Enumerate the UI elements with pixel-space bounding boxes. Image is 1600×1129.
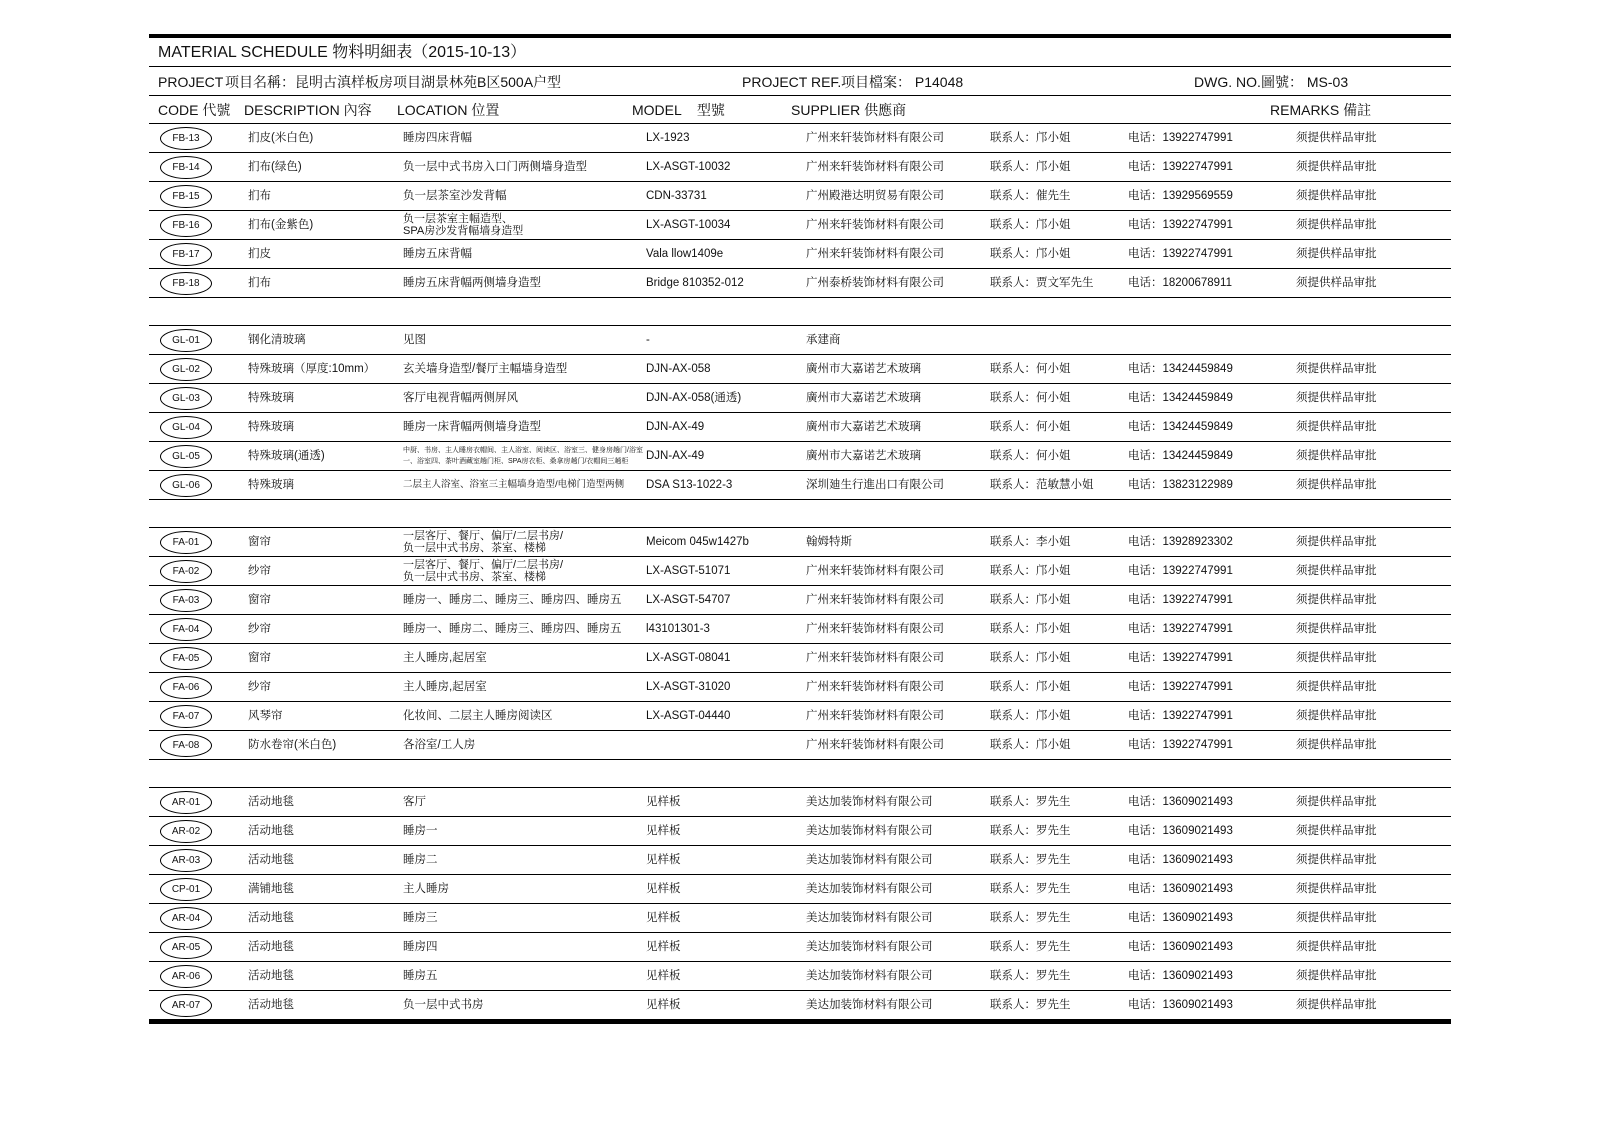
row-contact: 联系人：邝小姐 [990, 132, 1071, 144]
table-row [149, 556, 1451, 585]
table-row [149, 816, 1451, 845]
row-model: 见样板 [646, 796, 681, 808]
material-code-tag: AR-04 [160, 907, 212, 930]
table-row [149, 210, 1451, 239]
row-location: 负一层茶室主幅造型、 SPA房沙发背幅墙身造型 [403, 213, 524, 237]
row-description: 扪皮(米白色) [248, 132, 314, 144]
row-model: LX-ASGT-04440 [646, 710, 731, 722]
table-row [149, 730, 1451, 759]
row-contact: 联系人：邝小姐 [990, 739, 1071, 751]
row-location: 玄关墙身造型/餐厅主幅墙身造型 [403, 363, 568, 375]
row-model: DJN-AX-49 [646, 421, 705, 433]
row-model: DSA S13-1022-3 [646, 479, 733, 491]
table-row [149, 585, 1451, 614]
row-contact: 联系人：邝小姐 [990, 565, 1071, 577]
row-location: 二层主人浴室、浴室三主幅墙身造型/电梯门造型两侧 [403, 479, 625, 490]
row-supplier: 广州来轩装饰材料有限公司 [806, 681, 944, 693]
row-remarks: 须提供样品审批 [1296, 681, 1377, 693]
row-contact: 联系人：李小姐 [990, 536, 1071, 548]
row-remarks: 须提供样品审批 [1296, 652, 1377, 664]
group-spacer [149, 760, 1451, 787]
row-supplier: 承建商 [806, 334, 841, 346]
row-supplier: 廣州市大嘉诺艺术玻璃 [806, 392, 921, 404]
row-location: 主人睡房,起居室 [403, 681, 487, 693]
row-supplier: 广州来轩装饰材料有限公司 [806, 623, 944, 635]
row-supplier: 广州来轩装饰材料有限公司 [806, 652, 944, 664]
row-model: Bridge 810352-012 [646, 277, 744, 289]
row-telephone: 电话：13424459849 [1128, 421, 1233, 433]
table-row [149, 614, 1451, 643]
row-contact: 联系人：罗先生 [990, 854, 1071, 866]
bottom-rule [149, 1020, 1451, 1024]
row-contact: 联系人：邝小姐 [990, 594, 1071, 606]
row-location: 负一层中式书房入口门两侧墙身造型 [403, 161, 587, 173]
row-supplier: 广州来轩装饰材料有限公司 [806, 594, 944, 606]
row-model: Vala llow1409e [646, 248, 724, 260]
row-location: 见图 [403, 334, 426, 346]
row-telephone: 电话：13929569559 [1128, 190, 1233, 202]
row-remarks: 须提供样品审批 [1296, 854, 1377, 866]
row-model: LX-ASGT-10032 [646, 161, 731, 173]
row-remarks [1296, 326, 1436, 354]
row-description: 扪布(金紫色) [248, 219, 314, 231]
column-header-row [149, 96, 1451, 123]
row-contact: 联系人：罗先生 [990, 883, 1071, 895]
row-contact: 联系人：罗先生 [990, 796, 1071, 808]
row-contact: 联系人：邝小姐 [990, 248, 1071, 260]
material-code-tag: CP-01 [160, 878, 212, 901]
row-telephone: 电话：13922747991 [1128, 681, 1233, 693]
row-remarks: 须提供样品审批 [1296, 739, 1377, 751]
row-model: - [646, 334, 650, 346]
row-model: 见样板 [646, 941, 681, 953]
row-model: 见样板 [646, 999, 681, 1011]
row-model: 见样板 [646, 912, 681, 924]
row-description: 扪布 [248, 277, 271, 289]
row-remarks: 须提供样品审批 [1296, 623, 1377, 635]
table-row [149, 354, 1451, 383]
row-supplier: 深圳廸生行進出口有限公司 [806, 479, 944, 491]
project-name: 项目名稱：昆明古滇样板房项目湖景林苑B区500A户型 [225, 74, 562, 90]
row-description: 活动地毯 [248, 854, 294, 866]
material-code-tag: GL-05 [160, 445, 212, 468]
row-description: 活动地毯 [248, 999, 294, 1011]
row-description: 活动地毯 [248, 912, 294, 924]
material-code-tag: FB-16 [160, 214, 212, 237]
table-row [149, 152, 1451, 181]
row-location: 睡房一、睡房二、睡房三、睡房四、睡房五 [403, 623, 622, 635]
row-contact: 联系人：邝小姐 [990, 652, 1071, 664]
row-model: DJN-AX-058 [646, 363, 711, 375]
row-location: 负一层茶室沙发背幅 [403, 190, 507, 202]
row-telephone: 电话：13609021493 [1128, 825, 1233, 837]
table-row [149, 412, 1451, 441]
row-contact: 联系人：何小姐 [990, 450, 1071, 462]
row-remarks: 须提供样品审批 [1296, 796, 1377, 808]
project-ref-label: PROJECT REF. [742, 74, 842, 90]
row-supplier: 广州来轩装饰材料有限公司 [806, 132, 944, 144]
row-location: 中厨、书房、主人睡房衣帽间、主人浴室、阅读区、浴室三、健身房趟门/浴室一、浴室四、茶叶酒藏室趟门柜、SPA房衣柜、桑拿房趟门/衣帽间三趟柜 [403, 447, 643, 465]
material-code-tag: AR-02 [160, 820, 212, 843]
row-contact: 联系人：邝小姐 [990, 710, 1071, 722]
row-model: Meicom 045w1427b [646, 536, 749, 548]
row-supplier: 广州泰桥装饰材料有限公司 [806, 277, 944, 289]
row-supplier: 广州来轩装饰材料有限公司 [806, 161, 944, 173]
table-row [149, 383, 1451, 412]
material-code-tag: FA-07 [160, 705, 212, 728]
row-contact: 联系人：贾文军先生 [990, 277, 1094, 289]
row-supplier: 广州来轩装饰材料有限公司 [806, 248, 944, 260]
column-header-location: LOCATION 位置 [397, 102, 500, 118]
table-row [149, 124, 1451, 152]
row-remarks: 须提供样品审批 [1296, 941, 1377, 953]
material-code-tag: FB-13 [160, 127, 212, 150]
row-remarks: 须提供样品审批 [1296, 594, 1377, 606]
row-location: 睡房五床背幅 [403, 248, 472, 260]
row-supplier: 广州来轩装饰材料有限公司 [806, 565, 944, 577]
row-remarks: 须提供样品审批 [1296, 248, 1377, 260]
row-remarks: 须提供样品审批 [1296, 565, 1377, 577]
row-location: 睡房一 [403, 825, 438, 837]
row-description: 钢化清玻璃 [248, 334, 306, 346]
row-description: 特殊玻璃 [248, 421, 294, 433]
row-telephone: 电话：13922747991 [1128, 710, 1233, 722]
row-remarks: 须提供样品审批 [1296, 219, 1377, 231]
row-model: DJN-AX-49 [646, 450, 705, 462]
material-code-tag: FA-06 [160, 676, 212, 699]
row-contact: 联系人：催先生 [990, 190, 1071, 202]
row-location: 负一层中式书房 [403, 999, 484, 1011]
row-model: 见样板 [646, 970, 681, 982]
row-contact: 联系人：邝小姐 [990, 161, 1071, 173]
row-supplier: 美达加装饰材料有限公司 [806, 999, 933, 1011]
row-telephone: 电话：13922747991 [1128, 652, 1233, 664]
row-supplier: 美达加装饰材料有限公司 [806, 941, 933, 953]
row-description: 纱帘 [248, 565, 271, 577]
row-telephone: 电话：13424459849 [1128, 363, 1233, 375]
row-telephone: 电话：13922747991 [1128, 739, 1233, 751]
dwg-label: DWG. NO. [1194, 74, 1261, 90]
row-location: 睡房四 [403, 941, 438, 953]
row-telephone: 电话：13823122989 [1128, 479, 1233, 491]
material-code-tag: FB-18 [160, 272, 212, 295]
table-row [149, 874, 1451, 903]
row-contact: 联系人：邝小姐 [990, 681, 1071, 693]
row-model: DJN-AX-058(通透) [646, 392, 742, 404]
row-model: 见样板 [646, 854, 681, 866]
material-code-tag: FA-08 [160, 734, 212, 757]
material-schedule-sheet [149, 34, 1451, 1024]
row-model: CDN-33731 [646, 190, 707, 202]
row-telephone: 电话：13922747991 [1128, 594, 1233, 606]
row-telephone: 电话：13609021493 [1128, 912, 1233, 924]
row-telephone: 电话：13922747991 [1128, 219, 1233, 231]
row-description: 活动地毯 [248, 796, 294, 808]
dwg-number: 圖號： MS-03 [1261, 74, 1349, 90]
row-supplier: 廣州市大嘉诺艺术玻璃 [806, 363, 921, 375]
row-description: 特殊玻璃(通透) [248, 450, 325, 462]
row-telephone: 电话：13609021493 [1128, 883, 1233, 895]
project-label: PROJECT [158, 74, 224, 90]
table-row [149, 788, 1451, 816]
row-description: 活动地毯 [248, 970, 294, 982]
material-code-tag: FA-03 [160, 589, 212, 612]
row-contact: 联系人：何小姐 [990, 392, 1071, 404]
table-row [149, 903, 1451, 932]
material-code-tag: FB-17 [160, 243, 212, 266]
material-code-tag: GL-01 [160, 329, 212, 352]
row-supplier: 美达加装饰材料有限公司 [806, 825, 933, 837]
row-description: 扪布(绿色) [248, 161, 302, 173]
material-code-tag: FB-14 [160, 156, 212, 179]
material-group [149, 124, 1451, 298]
row-contact: 联系人：罗先生 [990, 999, 1071, 1011]
row-description: 扪布 [248, 190, 271, 202]
row-supplier: 美达加装饰材料有限公司 [806, 883, 933, 895]
material-code-tag: GL-06 [160, 474, 212, 497]
row-model: LX-ASGT-31020 [646, 681, 731, 693]
row-location: 客厅 [403, 796, 426, 808]
row-description: 活动地毯 [248, 941, 294, 953]
row-remarks: 须提供样品审批 [1296, 392, 1377, 404]
row-location: 睡房五 [403, 970, 438, 982]
row-description: 窗帘 [248, 536, 271, 548]
project-ref: 项目檔案： P14048 [841, 74, 964, 90]
material-code-tag: AR-06 [160, 965, 212, 988]
row-description: 窗帘 [248, 652, 271, 664]
row-remarks: 须提供样品审批 [1296, 132, 1377, 144]
row-model [646, 731, 806, 759]
row-location: 各浴室/工人房 [403, 739, 476, 751]
row-contact: 联系人：罗先生 [990, 941, 1071, 953]
row-description: 窗帘 [248, 594, 271, 606]
row-model: l43101301-3 [646, 623, 710, 635]
row-remarks: 须提供样品审批 [1296, 363, 1377, 375]
row-contact: 联系人：罗先生 [990, 825, 1071, 837]
row-supplier: 廣州市大嘉诺艺术玻璃 [806, 421, 921, 433]
table-row [149, 441, 1451, 470]
row-telephone: 电话：13609021493 [1128, 970, 1233, 982]
project-info-bar [149, 67, 1451, 95]
row-telephone: 电话：13609021493 [1128, 796, 1233, 808]
row-contact: 联系人：何小姐 [990, 363, 1071, 375]
column-header-model: MODEL 型號 [632, 102, 725, 118]
row-telephone: 电话：13922747991 [1128, 565, 1233, 577]
row-location: 一层客厅、餐厅、偏厅/二层书房/ 负一层中式书房、茶室、楼梯 [403, 530, 564, 554]
row-telephone: 电话：13922747991 [1128, 132, 1233, 144]
row-supplier: 美达加装饰材料有限公司 [806, 796, 933, 808]
row-telephone: 电话：13609021493 [1128, 854, 1233, 866]
row-location: 睡房四床背幅 [403, 132, 472, 144]
material-code-tag: GL-04 [160, 416, 212, 439]
table-row [149, 326, 1451, 354]
row-description: 特殊玻璃 [248, 479, 294, 491]
row-description: 活动地毯 [248, 825, 294, 837]
row-model: LX-ASGT-51071 [646, 565, 731, 577]
table-row [149, 239, 1451, 268]
row-remarks: 须提供样品审批 [1296, 190, 1377, 202]
row-telephone: 电话：13928923302 [1128, 536, 1233, 548]
material-code-tag: GL-03 [160, 387, 212, 410]
row-model: 见样板 [646, 825, 681, 837]
row-location: 睡房五床背幅两侧墙身造型 [403, 277, 541, 289]
row-description: 特殊玻璃（厚度:10mm） [248, 363, 376, 375]
row-supplier: 廣州市大嘉诺艺术玻璃 [806, 450, 921, 462]
material-code-tag: AR-01 [160, 791, 212, 814]
row-telephone: 电话：13609021493 [1128, 941, 1233, 953]
table-row [149, 845, 1451, 874]
table-row [149, 268, 1451, 297]
column-header-code: CODE 代號 [158, 102, 231, 118]
row-description: 纱帘 [248, 681, 271, 693]
row-contact: 联系人：邝小姐 [990, 219, 1071, 231]
row-remarks: 须提供样品审批 [1296, 999, 1377, 1011]
row-remarks: 须提供样品审批 [1296, 883, 1377, 895]
material-code-tag: AR-03 [160, 849, 212, 872]
row-supplier: 美达加装饰材料有限公司 [806, 912, 933, 924]
row-model: LX-ASGT-08041 [646, 652, 731, 664]
row-telephone: 电话：13609021493 [1128, 999, 1233, 1011]
row-model: LX-ASGT-54707 [646, 594, 731, 606]
row-location: 睡房三 [403, 912, 438, 924]
row-supplier: 美达加装饰材料有限公司 [806, 854, 933, 866]
table-row [149, 961, 1451, 990]
row-location: 睡房二 [403, 854, 438, 866]
row-remarks: 须提供样品审批 [1296, 421, 1377, 433]
material-code-tag: FA-01 [160, 531, 212, 554]
column-header-description: DESCRIPTION 內容 [244, 102, 372, 118]
row-supplier: 广州来轩装饰材料有限公司 [806, 739, 944, 751]
row-remarks: 须提供样品审批 [1296, 825, 1377, 837]
row-telephone: 电话：13922747991 [1128, 161, 1233, 173]
row-model: 见样板 [646, 883, 681, 895]
table-row [149, 528, 1451, 556]
row-contact: 联系人：邝小姐 [990, 623, 1071, 635]
material-code-tag: FB-15 [160, 185, 212, 208]
row-supplier: 广州来轩装饰材料有限公司 [806, 219, 944, 231]
row-description: 满铺地毯 [248, 883, 294, 895]
material-code-tag: FA-04 [160, 618, 212, 641]
material-code-tag: GL-02 [160, 358, 212, 381]
row-contact: 联系人：何小姐 [990, 421, 1071, 433]
row-remarks: 须提供样品审批 [1296, 710, 1377, 722]
row-location: 睡房一床背幅两侧墙身造型 [403, 421, 541, 433]
row-supplier: 广州来轩装饰材料有限公司 [806, 710, 944, 722]
row-description: 风琴帘 [248, 710, 283, 722]
group-spacer [149, 500, 1451, 527]
row-telephone: 电话：13424459849 [1128, 392, 1233, 404]
row-remarks: 须提供样品审批 [1296, 450, 1377, 462]
material-code-tag: FA-02 [160, 560, 212, 583]
material-group [149, 325, 1451, 500]
row-remarks: 须提供样品审批 [1296, 277, 1377, 289]
row-telephone: 电话：13922747991 [1128, 623, 1233, 635]
row-remarks: 须提供样品审批 [1296, 970, 1377, 982]
row-model: LX-1923 [646, 132, 690, 144]
row-remarks: 须提供样品审批 [1296, 536, 1377, 548]
row-description: 扪皮 [248, 248, 271, 260]
row-contact: 联系人：罗先生 [990, 970, 1071, 982]
group-spacer [149, 298, 1451, 325]
row-supplier: 美达加装饰材料有限公司 [806, 970, 933, 982]
row-description: 特殊玻璃 [248, 392, 294, 404]
table-row [149, 701, 1451, 730]
table-row [149, 643, 1451, 672]
page-title: MATERIAL SCHEDULE 物料明細表（2015-10-13） [158, 44, 527, 61]
row-telephone [1128, 326, 1288, 354]
material-group [149, 527, 1451, 760]
row-description: 纱帘 [248, 623, 271, 635]
row-remarks: 须提供样品审批 [1296, 479, 1377, 491]
row-location: 主人睡房 [403, 883, 449, 895]
table-row [149, 470, 1451, 499]
row-location: 睡房一、睡房二、睡房三、睡房四、睡房五 [403, 594, 622, 606]
material-group [149, 787, 1451, 1020]
material-code-tag: AR-05 [160, 936, 212, 959]
table-row [149, 181, 1451, 210]
row-contact [990, 326, 1120, 354]
column-header-supplier: SUPPLIER 供應商 [791, 102, 907, 118]
material-code-tag: FA-05 [160, 647, 212, 670]
row-remarks: 须提供样品审批 [1296, 912, 1377, 924]
row-contact: 联系人：罗先生 [990, 912, 1071, 924]
column-header-remarks: REMARKS 備註 [1270, 102, 1372, 118]
row-description: 防水卷帘(米白色) [248, 739, 337, 751]
row-model: LX-ASGT-10034 [646, 219, 731, 231]
row-location: 客厅电视背幅两侧屏风 [403, 392, 518, 404]
row-location: 一层客厅、餐厅、偏厅/二层书房/ 负一层中式书房、茶室、楼梯 [403, 559, 564, 583]
row-telephone: 电话：13424459849 [1128, 450, 1233, 462]
table-row [149, 672, 1451, 701]
row-contact: 联系人：范敏慧小姐 [990, 479, 1094, 491]
row-remarks: 须提供样品审批 [1296, 161, 1377, 173]
row-supplier: 广州殿港达明贸易有限公司 [806, 190, 944, 202]
table-row [149, 932, 1451, 961]
schedule-body [149, 124, 1451, 1020]
material-code-tag: AR-07 [160, 994, 212, 1017]
row-telephone: 电话：13922747991 [1128, 248, 1233, 260]
row-location: 化妆间、二层主人睡房阅读区 [403, 710, 553, 722]
row-telephone: 电话：18200678911 [1128, 277, 1232, 289]
table-row [149, 990, 1451, 1019]
row-supplier: 翰姆特斯 [806, 536, 852, 548]
row-location: 主人睡房,起居室 [403, 652, 487, 664]
